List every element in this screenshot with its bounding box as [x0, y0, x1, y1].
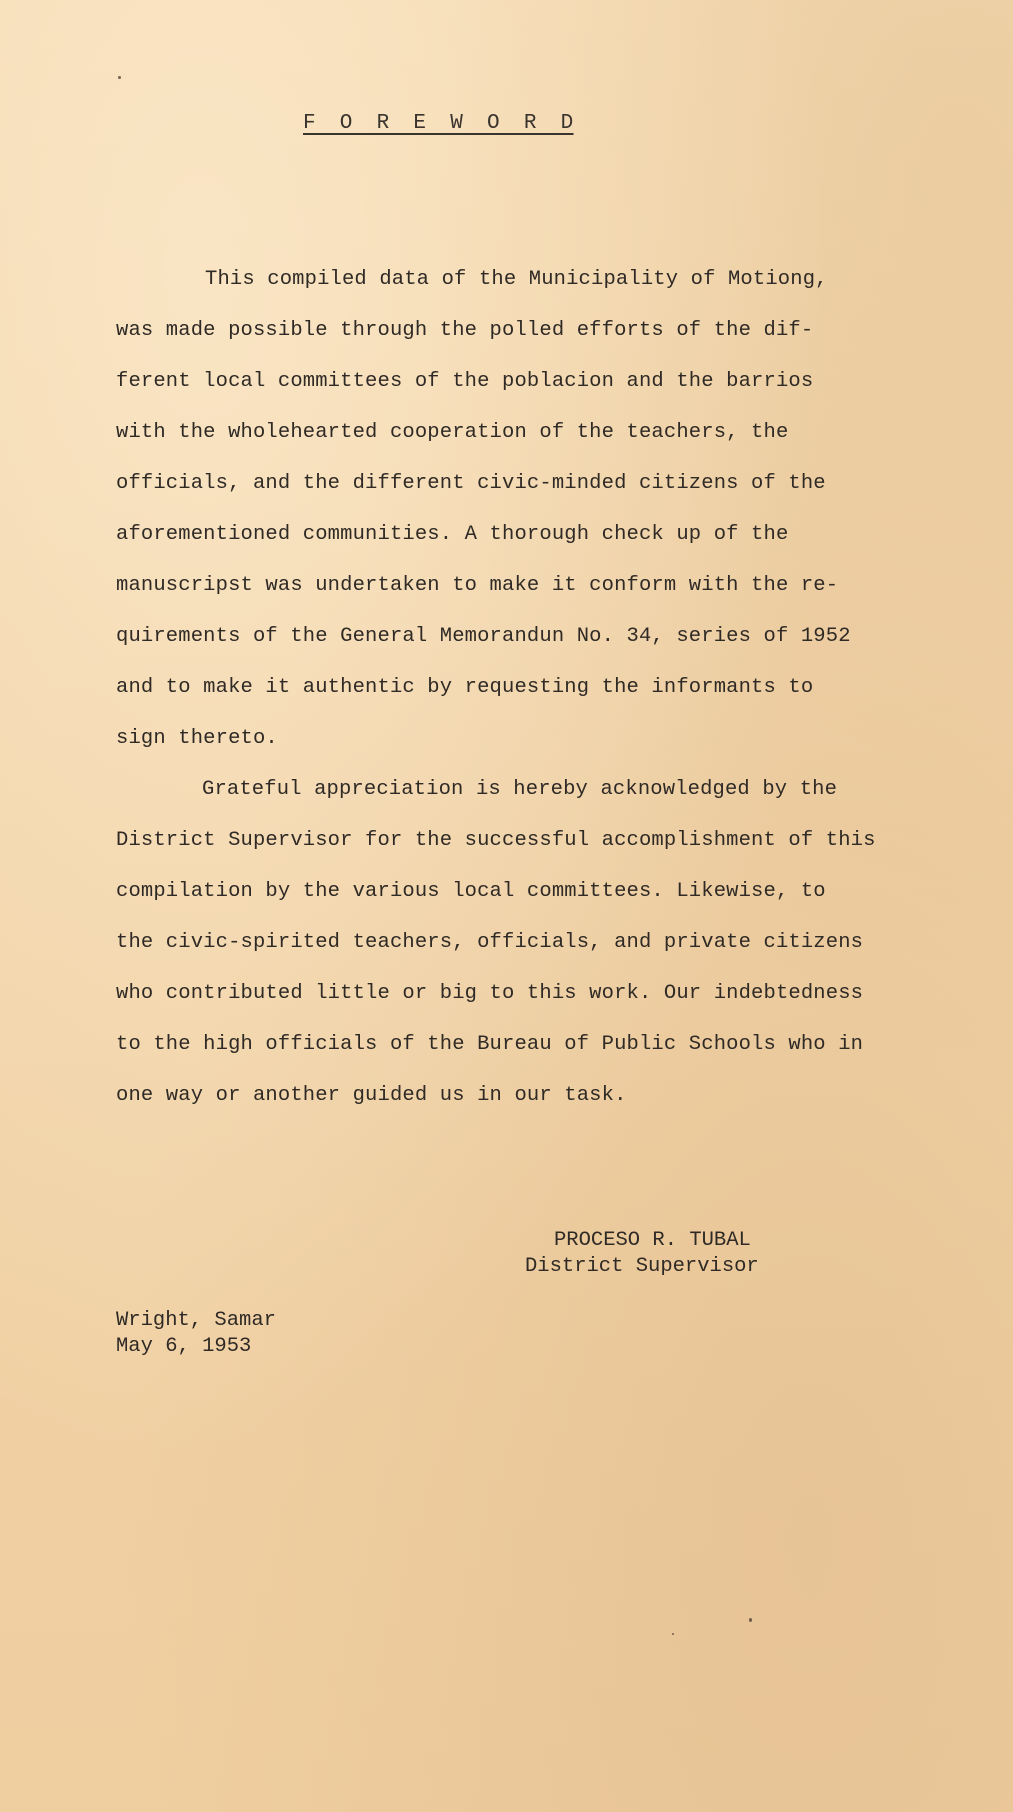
- paragraph-line: quirements of the General Memorandun No. 34, series of 1952: [116, 625, 851, 648]
- paragraph-line: compilation by the various local committees. Likewise, to: [116, 880, 826, 903]
- paragraph-line: manuscripst was undertaken to make it conform with the re-: [116, 574, 839, 597]
- paper-speck: [118, 76, 121, 79]
- paragraph-line: ferent local committees of the poblacion and the barrios: [116, 370, 814, 393]
- paragraph-line: aforementioned communities. A thorough check up of the: [116, 523, 789, 546]
- page-title: F O R E W O R D: [303, 112, 574, 135]
- paragraph-line: with the wholehearted cooperation of the teachers, the: [116, 421, 789, 444]
- signatory-title: District Supervisor: [525, 1255, 759, 1278]
- paragraph-line: sign thereto.: [116, 727, 278, 750]
- paragraph-line: This compiled data of the Municipality of Motiong,: [205, 268, 828, 291]
- paragraph-line: officials, and the different civic-minded citizens of the: [116, 472, 826, 495]
- paragraph-line: the civic-spirited teachers, officials, and private citizens: [116, 931, 864, 954]
- signatory-name: PROCESO R. TUBAL: [554, 1229, 751, 1252]
- paragraph-line: was made possible through the polled efforts of the dif-: [116, 319, 814, 342]
- date-line: May 6, 1953: [116, 1335, 252, 1358]
- paragraph-line: and to make it authentic by requesting the informants to: [116, 676, 814, 699]
- paragraph-line: to the high officials of the Bureau of Public Schools who in: [116, 1033, 864, 1056]
- place-line: Wright, Samar: [116, 1309, 276, 1332]
- paragraph-line: one way or another guided us in our task.: [116, 1084, 627, 1107]
- paper-speck: [672, 1633, 674, 1635]
- paragraph-line: who contributed little or big to this work. Our indebtedness: [116, 982, 864, 1005]
- paragraph-line: District Supervisor for the successful accomplishment of this: [116, 829, 876, 852]
- paper-speck: [749, 1618, 752, 1622]
- paragraph-line: Grateful appreciation is hereby acknowledged by the: [202, 778, 838, 801]
